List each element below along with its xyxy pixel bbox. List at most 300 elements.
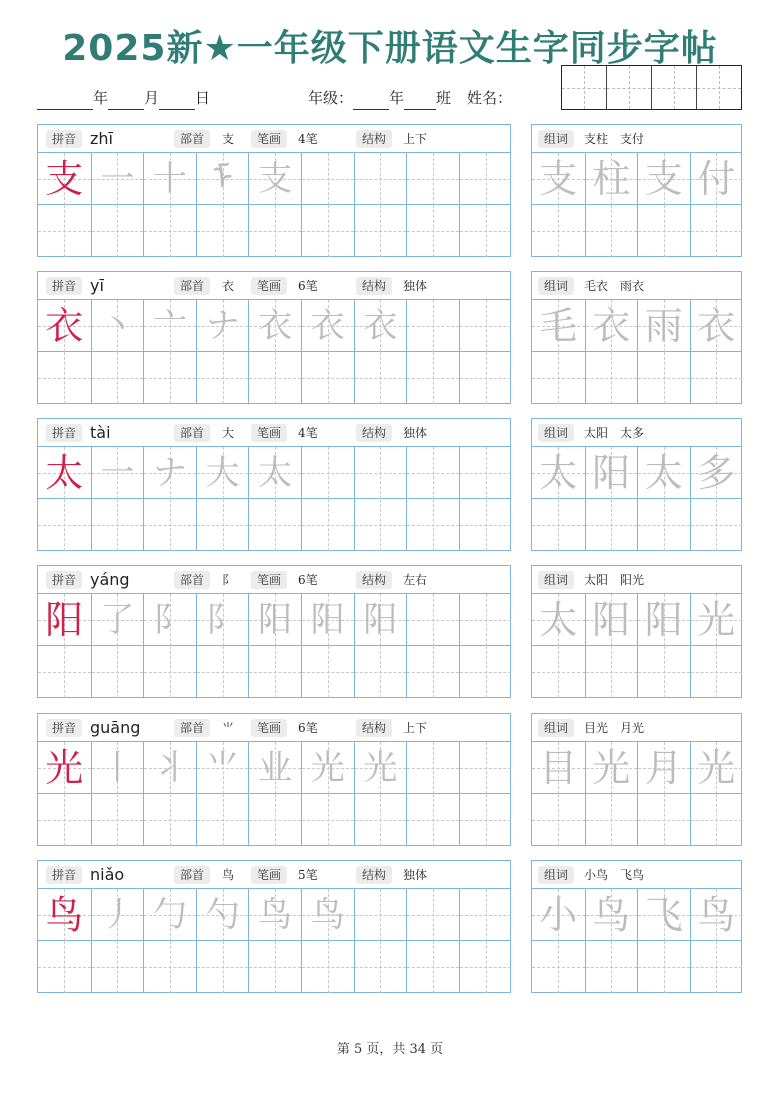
name-cell[interactable] (696, 66, 741, 109)
tianzige-cell[interactable] (459, 794, 512, 846)
tianzige-cell[interactable] (690, 594, 743, 646)
pinyin-tag: 拼音 (46, 424, 82, 442)
tianzige-cell[interactable] (354, 300, 407, 352)
tianzige-cell[interactable] (406, 300, 459, 352)
grade-line (308, 86, 512, 110)
tianzige-cell[interactable] (196, 646, 249, 698)
tianzige-cell[interactable] (459, 153, 512, 205)
tianzige-cell[interactable] (143, 646, 196, 698)
tianzige-cell[interactable] (196, 447, 249, 499)
tianzige-cell[interactable] (637, 153, 690, 205)
stroke-step-character: 丿 (100, 895, 135, 935)
trace-character: 目 (539, 746, 578, 790)
word-practice-block (531, 713, 742, 846)
tianzige-cell[interactable] (143, 889, 196, 941)
tianzige-cell[interactable] (406, 153, 459, 205)
grade-year-label: 年 (389, 89, 405, 107)
trace-character: 太 (539, 451, 578, 495)
strokes-value: 4笔 (298, 132, 318, 146)
character-practice-block (37, 565, 511, 698)
tianzige-cell[interactable] (459, 889, 512, 941)
stroke-step-character: 阝 (152, 600, 187, 640)
practice-row (38, 646, 510, 698)
tianzige-cell[interactable] (301, 300, 354, 352)
trace-character: 光 (592, 746, 631, 790)
radical-value: ⺌ (222, 721, 235, 735)
tianzige-cell[interactable] (91, 941, 144, 993)
tianzige-cell[interactable] (248, 352, 301, 404)
tianzige-cell[interactable] (248, 794, 301, 846)
words-value: 支柱 支付 (584, 132, 645, 146)
pinyin-tag: 拼音 (46, 130, 82, 148)
structure-value: 上下 (403, 132, 428, 146)
character-practice-block (37, 124, 511, 257)
word-trace-row (532, 742, 741, 794)
tianzige-cell[interactable] (91, 594, 144, 646)
tianzige-cell[interactable] (143, 205, 196, 257)
words-value: 毛衣 雨衣 (584, 279, 645, 293)
character-info-header (38, 419, 510, 447)
tianzige-cell[interactable] (532, 153, 585, 205)
pinyin-tag: 拼音 (46, 866, 82, 884)
tianzige-cell[interactable] (585, 941, 638, 993)
tianzige-cell[interactable] (301, 646, 354, 698)
practice-row (38, 499, 510, 551)
structure-tag: 结构 (356, 130, 392, 148)
target-character: 光 (45, 746, 84, 790)
practice-row (38, 205, 510, 257)
trace-character: 光 (697, 746, 736, 790)
tianzige-cell[interactable] (91, 499, 144, 551)
name-writing-box[interactable] (561, 65, 742, 110)
tianzige-cell[interactable] (459, 499, 512, 551)
tianzige-cell[interactable] (459, 205, 512, 257)
tianzige-cell[interactable] (459, 742, 512, 794)
tianzige-cell[interactable] (196, 594, 249, 646)
tianzige-cell[interactable] (143, 941, 196, 993)
tianzige-cell[interactable] (354, 499, 407, 551)
trace-character: 小 (539, 893, 578, 937)
strokes-value: 4笔 (298, 426, 318, 440)
tianzige-cell[interactable] (143, 742, 196, 794)
tianzige-cell[interactable] (143, 499, 196, 551)
tianzige-cell[interactable] (248, 153, 301, 205)
stroke-step-character: 衣 (258, 306, 293, 346)
class-blank[interactable] (404, 92, 436, 110)
tianzige-cell[interactable] (38, 646, 91, 698)
tianzige-cell[interactable] (354, 941, 407, 993)
trace-character: 太 (644, 451, 683, 495)
strokes-value: 6笔 (298, 573, 318, 587)
tianzige-cell[interactable] (532, 594, 585, 646)
tianzige-cell[interactable] (532, 941, 585, 993)
stroke-order-row (38, 153, 510, 205)
tianzige-cell[interactable] (301, 594, 354, 646)
tianzige-cell[interactable] (354, 205, 407, 257)
tianzige-cell[interactable] (248, 205, 301, 257)
words-tag: 组词 (538, 277, 574, 295)
tianzige-cell[interactable] (585, 646, 638, 698)
trace-character: 月 (644, 746, 683, 790)
structure-tag: 结构 (356, 571, 392, 589)
character-info-header (38, 714, 510, 742)
stroke-step-character: 光 (310, 748, 345, 788)
tianzige-cell[interactable] (532, 205, 585, 257)
stroke-step-character: 衣 (363, 306, 398, 346)
trace-character: 多 (697, 451, 736, 495)
word-practice-row (532, 941, 741, 993)
tianzige-cell[interactable] (38, 594, 91, 646)
tianzige-cell[interactable] (196, 794, 249, 846)
class-label: 班 (436, 89, 452, 107)
tianzige-cell[interactable] (406, 941, 459, 993)
trace-character: 柱 (592, 157, 631, 201)
word-practice-block (531, 271, 742, 404)
trace-character: 支 (539, 157, 578, 201)
tianzige-cell[interactable] (38, 889, 91, 941)
tianzige-cell[interactable] (690, 794, 743, 846)
tianzige-cell[interactable] (690, 889, 743, 941)
tianzige-cell[interactable] (532, 742, 585, 794)
structure-value: 左右 (403, 573, 428, 587)
tianzige-cell[interactable] (585, 153, 638, 205)
tianzige-cell[interactable] (196, 300, 249, 352)
stroke-order-row (38, 447, 510, 499)
tianzige-cell[interactable] (690, 742, 743, 794)
words-tag: 组词 (538, 130, 574, 148)
trace-character: 毛 (539, 304, 578, 348)
tianzige-cell[interactable] (637, 499, 690, 551)
stroke-step-character: 业 (258, 748, 293, 788)
tianzige-cell[interactable] (406, 794, 459, 846)
tianzige-cell[interactable] (38, 153, 91, 205)
trace-character: 飞 (644, 893, 683, 937)
words-tag: 组词 (538, 719, 574, 737)
tianzige-cell[interactable] (143, 447, 196, 499)
radical-value: 阝 (222, 573, 235, 587)
trace-character: 衣 (697, 304, 736, 348)
radical-tag: 部首 (174, 277, 210, 295)
structure-tag: 结构 (356, 277, 392, 295)
character-info-header (38, 272, 510, 300)
stroke-order-row (38, 300, 510, 352)
pinyin-tag: 拼音 (46, 719, 82, 737)
tianzige-cell[interactable] (91, 742, 144, 794)
tianzige-cell[interactable] (301, 941, 354, 993)
tianzige-cell[interactable] (637, 205, 690, 257)
grade-year-blank[interactable] (353, 92, 389, 110)
day-blank[interactable] (159, 92, 195, 110)
tianzige-cell[interactable] (248, 300, 301, 352)
strokes-value: 6笔 (298, 721, 318, 735)
pinyin-value: zhī (90, 129, 113, 148)
tianzige-cell[interactable] (354, 742, 407, 794)
tianzige-cell[interactable] (406, 889, 459, 941)
tianzige-cell[interactable] (91, 205, 144, 257)
strokes-tag: 笔画 (251, 571, 287, 589)
stroke-step-character: 衣 (310, 306, 345, 346)
tianzige-cell[interactable] (301, 447, 354, 499)
tianzige-cell[interactable] (354, 794, 407, 846)
stroke-step-character: 阳 (310, 600, 345, 640)
words-value: 小鸟 飞鸟 (584, 868, 645, 882)
tianzige-cell[interactable] (196, 941, 249, 993)
structure-tag: 结构 (356, 424, 392, 442)
tianzige-cell[interactable] (585, 300, 638, 352)
word-practice-block (531, 860, 742, 993)
tianzige-cell[interactable] (248, 941, 301, 993)
stroke-step-character: ᡏ (212, 159, 233, 199)
trace-character: 太 (539, 598, 578, 642)
word-trace-row (532, 447, 741, 499)
tianzige-cell[interactable] (532, 300, 585, 352)
stroke-step-character: 一 (100, 159, 135, 199)
word-trace-row (532, 889, 741, 941)
radical-tag: 部首 (174, 719, 210, 737)
tianzige-cell[interactable] (637, 352, 690, 404)
tianzige-cell[interactable] (301, 153, 354, 205)
tianzige-cell[interactable] (406, 205, 459, 257)
tianzige-cell[interactable] (354, 889, 407, 941)
structure-value: 独体 (403, 868, 428, 882)
tianzige-cell[interactable] (585, 742, 638, 794)
tianzige-cell[interactable] (637, 594, 690, 646)
name-cell[interactable] (606, 66, 651, 109)
tianzige-cell[interactable] (196, 153, 249, 205)
character-info-header (38, 861, 510, 889)
tianzige-cell[interactable] (585, 447, 638, 499)
tianzige-cell[interactable] (38, 499, 91, 551)
tianzige-cell[interactable] (301, 742, 354, 794)
tianzige-cell[interactable] (585, 594, 638, 646)
word-trace-row (532, 300, 741, 352)
structure-tag: 结构 (356, 866, 392, 884)
tianzige-cell[interactable] (459, 447, 512, 499)
tianzige-cell[interactable] (301, 352, 354, 404)
tianzige-cell[interactable] (532, 646, 585, 698)
page-title: 2025新★一年级下册语文生字同步字帖 (62, 28, 718, 69)
tianzige-cell[interactable] (354, 352, 407, 404)
tianzige-cell[interactable] (91, 794, 144, 846)
character-practice-block (37, 713, 511, 846)
tianzige-cell[interactable] (637, 941, 690, 993)
tianzige-cell[interactable] (91, 153, 144, 205)
tianzige-cell[interactable] (585, 889, 638, 941)
radical-tag: 部首 (174, 130, 210, 148)
trace-character: 鸟 (592, 893, 631, 937)
pinyin-value: tài (90, 423, 111, 442)
stroke-step-character: 光 (363, 748, 398, 788)
radical-value: 衣 (222, 279, 235, 293)
tianzige-cell[interactable] (459, 594, 512, 646)
word-practice-block (531, 565, 742, 698)
words-header (532, 125, 741, 153)
strokes-tag: 笔画 (251, 719, 287, 737)
tianzige-cell[interactable] (690, 447, 743, 499)
tianzige-cell[interactable] (38, 205, 91, 257)
tianzige-cell[interactable] (248, 447, 301, 499)
tianzige-cell[interactable] (143, 300, 196, 352)
tianzige-cell[interactable] (38, 300, 91, 352)
tianzige-cell[interactable] (459, 646, 512, 698)
words-header (532, 272, 741, 300)
tianzige-cell[interactable] (585, 205, 638, 257)
radical-value: 鸟 (222, 868, 235, 882)
tianzige-cell[interactable] (354, 153, 407, 205)
words-header (532, 714, 741, 742)
tianzige-cell[interactable] (690, 646, 743, 698)
tianzige-cell[interactable] (196, 205, 249, 257)
tianzige-cell[interactable] (459, 300, 512, 352)
stroke-step-character: 阝 (205, 600, 240, 640)
tianzige-cell[interactable] (459, 941, 512, 993)
structure-value: 上下 (403, 721, 428, 735)
month-label: 月 (144, 89, 160, 107)
tianzige-cell[interactable] (143, 594, 196, 646)
tianzige-cell[interactable] (690, 941, 743, 993)
trace-character: 光 (697, 598, 736, 642)
tianzige-cell[interactable] (38, 941, 91, 993)
stroke-step-character: 勺 (205, 895, 240, 935)
word-practice-block (531, 124, 742, 257)
tianzige-cell[interactable] (143, 153, 196, 205)
tianzige-cell[interactable] (248, 889, 301, 941)
tianzige-cell[interactable] (38, 742, 91, 794)
tianzige-cell[interactable] (690, 205, 743, 257)
tianzige-cell[interactable] (532, 352, 585, 404)
tianzige-cell[interactable] (406, 594, 459, 646)
trace-character: 阳 (592, 451, 631, 495)
word-practice-row (532, 794, 741, 846)
year-blank[interactable] (37, 92, 93, 110)
radical-value: 大 (222, 426, 235, 440)
day-label: 日 (195, 89, 211, 107)
radical-tag: 部首 (174, 866, 210, 884)
tianzige-cell[interactable] (532, 447, 585, 499)
tianzige-cell[interactable] (690, 352, 743, 404)
tianzige-cell[interactable] (585, 794, 638, 846)
tianzige-cell[interactable] (38, 447, 91, 499)
tianzige-cell[interactable] (459, 352, 512, 404)
tianzige-cell[interactable] (301, 794, 354, 846)
tianzige-cell[interactable] (532, 794, 585, 846)
grade-label: 年级： (308, 89, 354, 107)
tianzige-cell[interactable] (91, 889, 144, 941)
pinyin-value: yáng (90, 570, 130, 589)
tianzige-cell[interactable] (91, 300, 144, 352)
stroke-order-row (38, 594, 510, 646)
pinyin-value: guāng (90, 718, 141, 737)
tianzige-cell[interactable] (248, 594, 301, 646)
words-tag: 组词 (538, 424, 574, 442)
stroke-step-character: 了 (100, 600, 135, 640)
tianzige-cell[interactable] (301, 205, 354, 257)
tianzige-cell[interactable] (196, 742, 249, 794)
stroke-step-character: 鸟 (258, 895, 293, 935)
tianzige-cell[interactable] (406, 742, 459, 794)
tianzige-cell[interactable] (196, 352, 249, 404)
name-cell[interactable] (562, 66, 606, 109)
character-info-header (38, 566, 510, 594)
words-value: 目光 月光 (584, 721, 645, 735)
pinyin-tag: 拼音 (46, 571, 82, 589)
tianzige-cell[interactable] (196, 889, 249, 941)
stroke-step-character: 大 (205, 453, 240, 493)
tianzige-cell[interactable] (354, 447, 407, 499)
tianzige-cell[interactable] (91, 447, 144, 499)
radical-tag: 部首 (174, 424, 210, 442)
tianzige-cell[interactable] (585, 499, 638, 551)
target-character: 太 (45, 451, 84, 495)
tianzige-cell[interactable] (532, 499, 585, 551)
name-cell[interactable] (651, 66, 696, 109)
tianzige-cell[interactable] (406, 499, 459, 551)
tianzige-cell[interactable] (637, 447, 690, 499)
structure-value: 独体 (403, 426, 428, 440)
character-practice-block (37, 418, 511, 551)
stroke-step-character: 勹 (152, 895, 187, 935)
tianzige-cell[interactable] (143, 794, 196, 846)
word-trace-row (532, 594, 741, 646)
tianzige-cell[interactable] (585, 352, 638, 404)
year-label: 年 (93, 89, 109, 107)
tianzige-cell[interactable] (690, 300, 743, 352)
trace-character: 付 (697, 157, 736, 201)
stroke-step-character: 一 (100, 453, 135, 493)
tianzige-cell[interactable] (406, 447, 459, 499)
tianzige-cell[interactable] (143, 352, 196, 404)
tianzige-cell[interactable] (690, 499, 743, 551)
stroke-step-character: 亠 (152, 306, 187, 346)
tianzige-cell[interactable] (354, 646, 407, 698)
strokes-tag: 笔画 (251, 424, 287, 442)
tianzige-cell[interactable] (406, 352, 459, 404)
tianzige-cell[interactable] (38, 794, 91, 846)
stroke-step-character: 十 (152, 159, 187, 199)
strokes-tag: 笔画 (251, 277, 287, 295)
tianzige-cell[interactable] (91, 352, 144, 404)
tianzige-cell[interactable] (301, 499, 354, 551)
character-practice-block (37, 860, 511, 993)
tianzige-cell[interactable] (532, 889, 585, 941)
tianzige-cell[interactable] (248, 742, 301, 794)
tianzige-cell[interactable] (637, 742, 690, 794)
tianzige-cell[interactable] (406, 646, 459, 698)
tianzige-cell[interactable] (637, 889, 690, 941)
tianzige-cell[interactable] (38, 352, 91, 404)
tianzige-cell[interactable] (91, 646, 144, 698)
tianzige-cell[interactable] (637, 646, 690, 698)
target-character: 鸟 (45, 893, 84, 937)
stroke-step-character: ⺌ (205, 748, 240, 788)
stroke-step-character: 太 (258, 453, 293, 493)
tianzige-cell[interactable] (301, 889, 354, 941)
word-practice-row (532, 352, 741, 404)
tianzige-cell[interactable] (354, 594, 407, 646)
stroke-order-row (38, 742, 510, 794)
pinyin-value: niǎo (90, 865, 125, 884)
strokes-value: 5笔 (298, 868, 318, 882)
tianzige-cell[interactable] (248, 499, 301, 551)
tianzige-cell[interactable] (248, 646, 301, 698)
structure-tag: 结构 (356, 719, 392, 737)
tianzige-cell[interactable] (637, 300, 690, 352)
words-header (532, 861, 741, 889)
tianzige-cell[interactable] (196, 499, 249, 551)
tianzige-cell[interactable] (637, 794, 690, 846)
tianzige-cell[interactable] (690, 153, 743, 205)
month-blank[interactable] (108, 92, 144, 110)
